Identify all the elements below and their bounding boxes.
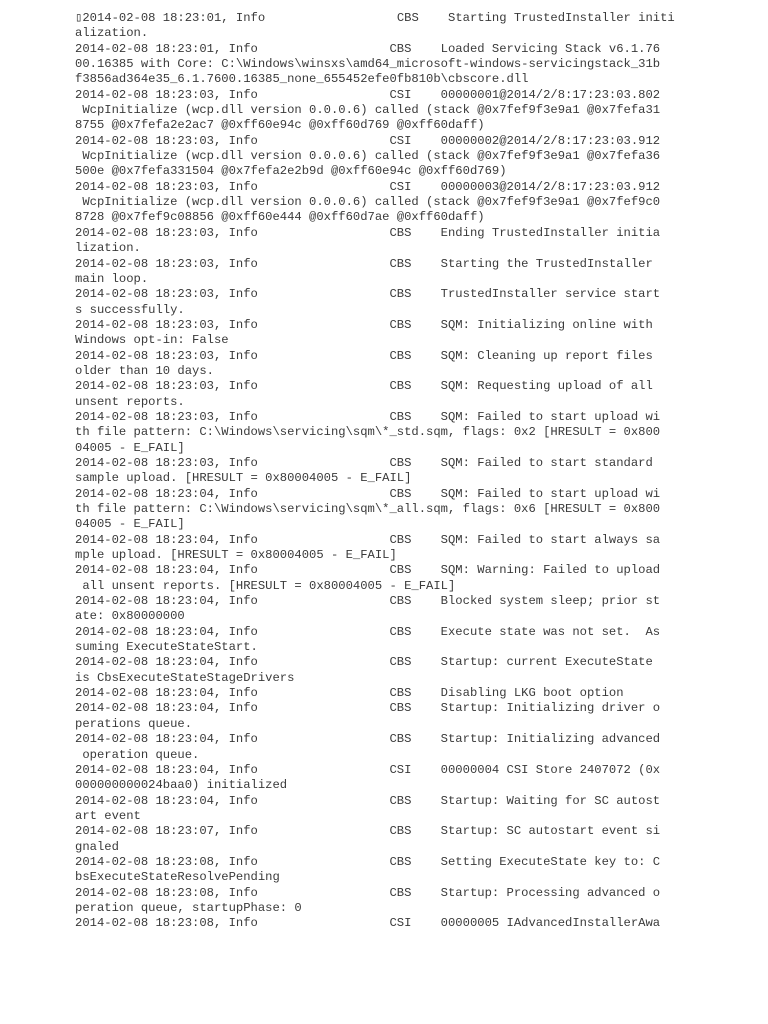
log-line: alization. (75, 26, 149, 41)
log-line: 2014-02-08 18:23:04, Info CBS Startup: Initializing driver o (75, 701, 661, 716)
log-line: f3856ad364e35_6.1.7600.16385_none_655452efe0fb810b\cbscore.dll (75, 72, 529, 87)
log-line: th file pattern: C:\Windows\servicing\sqm\*_all.sqm, flags: 0x6 [HRESULT = 0x800 (75, 502, 661, 516)
log-line: 2014-02-08 18:23:04, Info CBS Startup: Waiting for SC autost (75, 793, 661, 808)
log-line: lization. (75, 241, 141, 256)
log-line: 2014-02-08 18:23:03, Info CBS SQM: Requesting upload of all (75, 379, 653, 394)
log-line: 2014-02-08 18:23:08, Info CBS Setting ExecuteState key to: C (75, 854, 661, 869)
log-line: WcpInitialize (wcp.dll version 0.0.0.6) called (stack @0x7fef9f3e9a1 @0x7fef9c0 (75, 195, 661, 210)
log-line: 8755 @0x7fefa2e2ac7 @0xff60e94c @0xff60d769 @0xff60daff) (75, 118, 485, 133)
log-line: 2014-02-08 18:23:04, Info CBS SQM: Warning: Failed to upload (75, 563, 661, 578)
log-line: 2014-02-08 18:23:03, Info CSI 00000002@2014/2/8:17:23:03.912 (75, 133, 661, 148)
log-line: 2014-02-08 18:23:04, Info CSI 00000004 CSI Store 2407072 (0x (75, 762, 661, 777)
log-line: ate: 0x80000000 (75, 609, 185, 624)
log-line: suming ExecuteStateStart. (75, 640, 258, 655)
log-line: operation queue. (75, 747, 200, 762)
log-line: 2014-02-08 18:23:08, Info CBS Startup: Processing advanced o (75, 885, 661, 900)
log-line: 2014-02-08 18:23:03, Info CBS Starting the TrustedInstaller (75, 256, 653, 271)
log-line: 2014-02-08 18:23:03, Info CBS TrustedInstaller service start (75, 287, 661, 302)
log-line: 000000000024baa0) initialized (75, 778, 288, 793)
log-line: perations queue. (75, 716, 193, 731)
log-line: is CbsExecuteStateStageDrivers (75, 670, 295, 685)
log-line: th file pattern: C:\Windows\servicing\sqm\*_std.sqm, flags: 0x2 [HRESULT = 0x800 (75, 425, 661, 440)
log-line: WcpInitialize (wcp.dll version 0.0.0.6) called (stack @0x7fef9f3e9a1 @0x7fefa36 (75, 149, 661, 164)
log-line: 2014-02-08 18:23:04, Info CBS Execute state was not set. As (75, 624, 661, 639)
log-line: WcpInitialize (wcp.dll version 0.0.0.6) called (stack @0x7fef9f3e9a1 @0x7fefa31 (75, 103, 661, 118)
log-line: art event (75, 808, 141, 823)
log-line: unsent reports. (75, 394, 185, 409)
log-line: 2014-02-08 18:23:03, Info CBS Ending TrustedInstaller initia (75, 225, 661, 240)
log-line: s successfully. (75, 302, 185, 317)
log-line: 500e @0x7fefa331504 @0x7fefa2e2b9d @0xff60e94c @0xff60d769) (75, 164, 507, 179)
log-line: gnaled (75, 839, 119, 854)
log-line: 04005 - E_FAIL] (75, 440, 185, 455)
log-text-area (75, 11, 695, 932)
log-line: older than 10 days. (75, 363, 214, 378)
log-line: sample upload. [HRESULT = 0x80004005 - E_FAIL] (75, 471, 412, 486)
log-line: 2014-02-08 18:23:04, Info CBS SQM: Failed to start upload wi (75, 486, 661, 501)
log-line: 2014-02-08 18:23:04, Info CBS Startup: current ExecuteState (75, 655, 653, 670)
log-line: 2014-02-08 18:23:04, Info CBS Blocked system sleep; prior st (75, 594, 661, 609)
log-line: ▯2014-02-08 18:23:01, Info CBS Starting TrustedInstaller initi (75, 11, 675, 25)
log-line: main loop. (75, 271, 149, 286)
log-line: Windows opt-in: False (75, 333, 229, 348)
log-line: 2014-02-08 18:23:03, Info CSI 00000003@2014/2/8:17:23:03.912 (75, 179, 661, 194)
log-line: mple upload. [HRESULT = 0x80004005 - E_FAIL] (75, 548, 397, 563)
log-line: 2014-02-08 18:23:03, Info CBS SQM: Failed to start standard (75, 455, 653, 470)
log-line: 2014-02-08 18:23:08, Info CSI 00000005 IAdvancedInstallerAwa (75, 916, 661, 931)
log-line: 2014-02-08 18:23:01, Info CBS Loaded Servicing Stack v6.1.76 (75, 41, 661, 56)
log-line: 8728 @0x7fef9c08856 @0xff60e444 @0xff60d7ae @0xff60daff) (75, 210, 485, 225)
log-line: bsExecuteStateResolvePending (75, 870, 280, 885)
log-line: 00.16385 with Core: C:\Windows\winsxs\amd64_microsoft-windows-servicingstack_31b (75, 57, 661, 72)
log-line: 2014-02-08 18:23:03, Info CBS SQM: Initializing online with (75, 317, 653, 332)
log-line: 2014-02-08 18:23:04, Info CBS Startup: Initializing advanced (75, 732, 661, 747)
log-line: all unsent reports. [HRESULT = 0x80004005 - E_FAIL] (75, 578, 456, 593)
log-line: 2014-02-08 18:23:07, Info CBS Startup: SC autostart event si (75, 824, 661, 839)
log-line: peration queue, startupPhase: 0 (75, 900, 302, 915)
log-line: 2014-02-08 18:23:03, Info CSI 00000001@2014/2/8:17:23:03.802 (75, 87, 661, 102)
log-line: 04005 - E_FAIL] (75, 517, 185, 532)
log-line: 2014-02-08 18:23:03, Info CBS SQM: Cleaning up report files (75, 348, 653, 363)
log-line: 2014-02-08 18:23:04, Info CBS Disabling LKG boot option (75, 686, 624, 701)
log-line: 2014-02-08 18:23:03, Info CBS SQM: Failed to start upload wi (75, 409, 661, 424)
log-line: 2014-02-08 18:23:04, Info CBS SQM: Failed to start always sa (75, 532, 661, 547)
